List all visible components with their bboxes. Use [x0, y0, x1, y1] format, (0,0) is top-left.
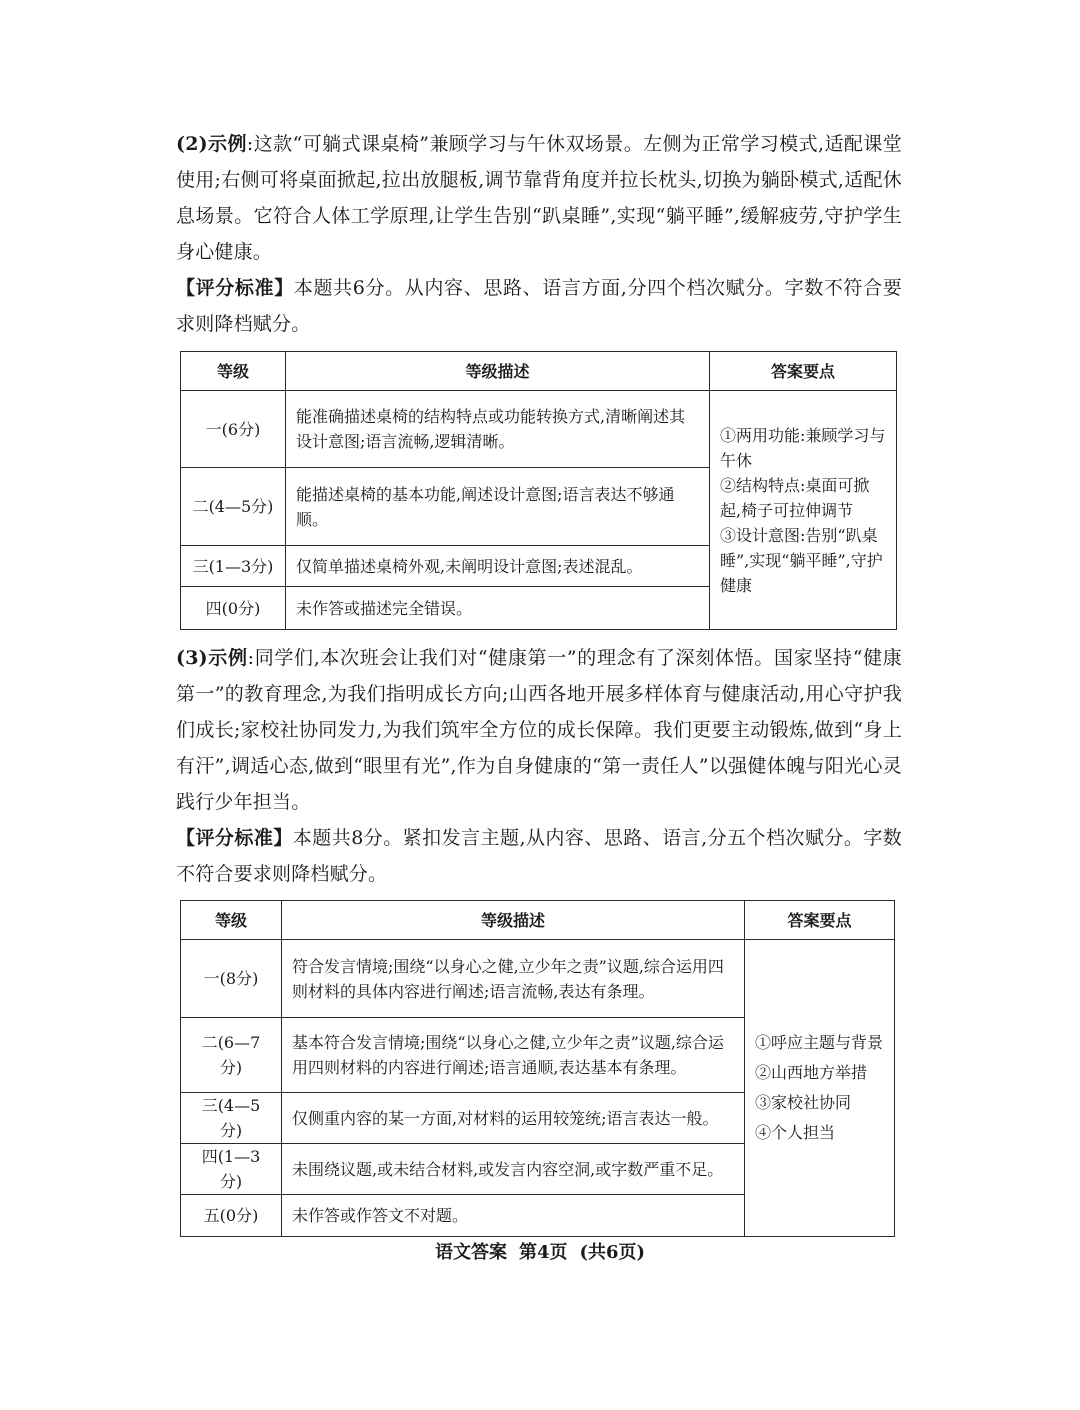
page-footer	[0, 1238, 1080, 1264]
q2-text: :这款“可躺式课桌椅”兼顾学习与午休双场景。左侧为正常学习模式,适配课堂使用;右侧可将桌面掀起,拉出放腿板,调节靠背角度并拉长枕头,切换为躺卧模式,适配休息场景。它符合人体工学原理,让学生告别“趴桌睡”,实现“躺平睡”,缓解疲劳,守护学生身心健康。	[176, 133, 902, 263]
q2-example-paragraph	[176, 126, 902, 270]
q3-label: (3)示例	[176, 647, 248, 669]
table-header-row	[181, 352, 897, 391]
table-row	[181, 940, 895, 1018]
footer-page: 第4页	[518, 1242, 568, 1263]
key-point: ③家校社协同	[755, 1093, 852, 1112]
key-points-cell	[745, 940, 895, 1237]
key-point: ①两用功能:兼顾学习与午休	[720, 425, 886, 470]
row-level: 三(1—3分)	[181, 546, 286, 587]
row-level: 二(4—5分)	[181, 468, 286, 546]
row-description: 未作答或作答文不对题。	[282, 1195, 745, 1237]
row-level: 一(8分)	[181, 940, 282, 1018]
key-point: ①呼应主题与背景	[755, 1033, 884, 1052]
row-level: 二(6—7分)	[181, 1018, 282, 1093]
header-level: 等级	[181, 352, 286, 391]
row-level: 一(6分)	[181, 391, 286, 468]
key-point: ③设计意图:告别“趴桌睡”,实现“躺平睡”,守护健康	[720, 525, 883, 595]
row-description: 符合发言情境;围绕“以身心之健,立少年之责”议题,综合运用四则材料的具体内容进行阐述;语言流畅,表达有条理。	[282, 940, 745, 1018]
key-point: ④个人担当	[755, 1123, 836, 1142]
table-row	[181, 391, 897, 468]
q3-criteria	[176, 820, 902, 892]
q3-criteria-label: 【评分标准】	[176, 827, 293, 849]
header-key-points: 答案要点	[745, 901, 895, 940]
q3-example-paragraph	[176, 640, 902, 820]
row-description: 仅侧重内容的某一方面,对材料的运用较笼统;语言表达一般。	[282, 1093, 745, 1144]
header-description: 等级描述	[282, 901, 745, 940]
row-level: 三(4—5分)	[181, 1093, 282, 1144]
row-description: 能描述桌椅的基本功能,阐述设计意图;语言表达不够通顺。	[286, 468, 710, 546]
header-key-points: 答案要点	[710, 352, 897, 391]
q3-text: :同学们,本次班会让我们对“健康第一”的理念有了深刻体悟。国家坚持“健康第一”的教育理念,为我们指明成长方向;山西各地开展多样体育与健康活动,用心守护我们成长;家校社协同发力,为我们筑牢全方位的成长保障。我们更要主动锻炼,做到“身上有汗”,调适心态,做到“眼里有光”,作为自身健康的“第一责任人”以强健体魄与阳光心灵践行少年担当。	[176, 647, 902, 813]
footer-subject: 语文答案	[434, 1242, 507, 1263]
key-point: ②结构特点:桌面可掀起,椅子可拉伸调节	[720, 475, 870, 520]
footer-total: (共6页)	[579, 1242, 646, 1263]
q3-criteria-text: 本题共8分。紧扣发言主题,从内容、思路、语言,分五个档次赋分。字数不符合要求则降档赋分。	[176, 827, 903, 885]
header-description: 等级描述	[286, 352, 710, 391]
row-level: 四(0分)	[181, 587, 286, 630]
row-description: 未围绕议题,或未结合材料,或发言内容空洞,或字数严重不足。	[282, 1144, 745, 1195]
q2-criteria-text: 本题共6分。从内容、思路、语言方面,分四个档次赋分。字数不符合要求则降档赋分。	[176, 277, 903, 335]
header-level: 等级	[181, 901, 282, 940]
key-points-cell	[710, 391, 897, 630]
row-level: 五(0分)	[181, 1195, 282, 1237]
row-description: 未作答或描述完全错误。	[286, 587, 710, 630]
q2-label: (2)示例	[176, 133, 247, 155]
q2-criteria	[176, 270, 902, 342]
q2-scoring-table	[180, 351, 897, 630]
row-description: 基本符合发言情境;围绕“以身心之健,立少年之责”议题,综合运用四则材料的内容进行阐述;语言通顺,表达基本有条理。	[282, 1018, 745, 1093]
row-description: 仅简单描述桌椅外观,未阐明设计意图;表述混乱。	[286, 546, 710, 587]
row-level: 四(1—3分)	[181, 1144, 282, 1195]
key-point: ②山西地方举措	[755, 1063, 868, 1082]
q3-scoring-table	[180, 900, 895, 1237]
table-header-row	[181, 901, 895, 940]
row-description: 能准确描述桌椅的结构特点或功能转换方式,清晰阐述其设计意图;语言流畅,逻辑清晰。	[286, 391, 710, 468]
q2-criteria-label: 【评分标准】	[176, 277, 294, 299]
